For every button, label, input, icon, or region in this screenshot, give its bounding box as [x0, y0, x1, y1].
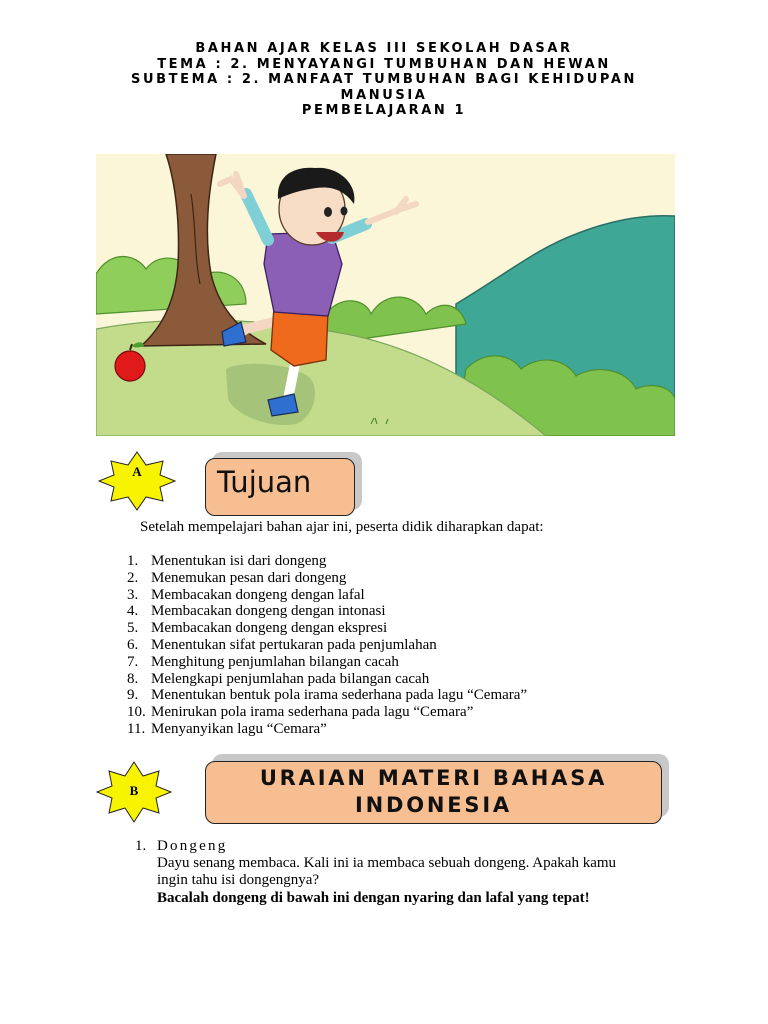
header-line-2: TEMA : 2. MENYAYANGI TUMBUHAN DAN HEWAN [157, 56, 611, 72]
list-item: 10. Menirukan pola irama sederhana pada lagu “Cemara” [127, 704, 474, 721]
list-item: 7. Menghitung penjumlahan bilangan cacah [127, 653, 399, 670]
item-number: 1. [135, 838, 147, 854]
section-a-intro: Setelah mempelajari bahan ajar ini, peserta didik diharapkan dapat: [140, 519, 544, 535]
list-item: 4. Membacakan dongeng dengan intonasi [127, 603, 386, 620]
list-item: 2. Menemukan pesan dari dongeng [127, 569, 347, 586]
list-item: 8. Melengkapi penjumlahan pada bilangan cacah [127, 670, 430, 687]
header-line-1: BAHAN AJAR KELAS III SEKOLAH DASAR [195, 41, 573, 56]
instruction-text: Bacalah dongeng di bawah ini dengan nyaring dan lafal yang tepat! [157, 890, 590, 906]
list-item: 6. Menentukan sifat pertukaran pada penjumlahan [127, 636, 437, 653]
boy-running-illustration [96, 154, 675, 436]
paragraph-line-1: Dayu senang membaca. Kali ini ia membaca sebuah dongeng. Apakah kamu [157, 855, 617, 871]
section-b-title: URAIAN MATERI BAHASA INDONESIA [259, 766, 608, 817]
document-header [0, 41, 768, 119]
star-badge-a [98, 451, 176, 511]
header-line-4: MANUSIA [340, 87, 428, 103]
goals-list [127, 553, 527, 738]
badge-a-label: A [132, 464, 142, 479]
list-item: 5. Membacakan dongeng dengan ekspresi [127, 620, 388, 637]
list-item: 3. Membacakan dongeng dengan lafal [127, 586, 365, 603]
list-item: 1. Menentukan isi dari dongeng [127, 553, 327, 569]
header-line-5: PEMBELAJARAN 1 [301, 103, 467, 118]
list-item: 9. Menentukan bentuk pola irama sederhana pada lagu “Cemara” [127, 687, 528, 704]
list-item: 11. Menyanyikan lagu “Cemara” [127, 720, 327, 737]
badge-b-label: B [129, 783, 139, 798]
header-line-3: SUBTEMA : 2. MANFAAT TUMBUHAN BAGI KEHIDUPAN [131, 72, 637, 87]
item-heading: Dongeng [157, 838, 228, 854]
paragraph-line-2: ingin tahu isi dongengnya? [157, 872, 320, 888]
section-a-title: Tujuan [217, 465, 312, 499]
